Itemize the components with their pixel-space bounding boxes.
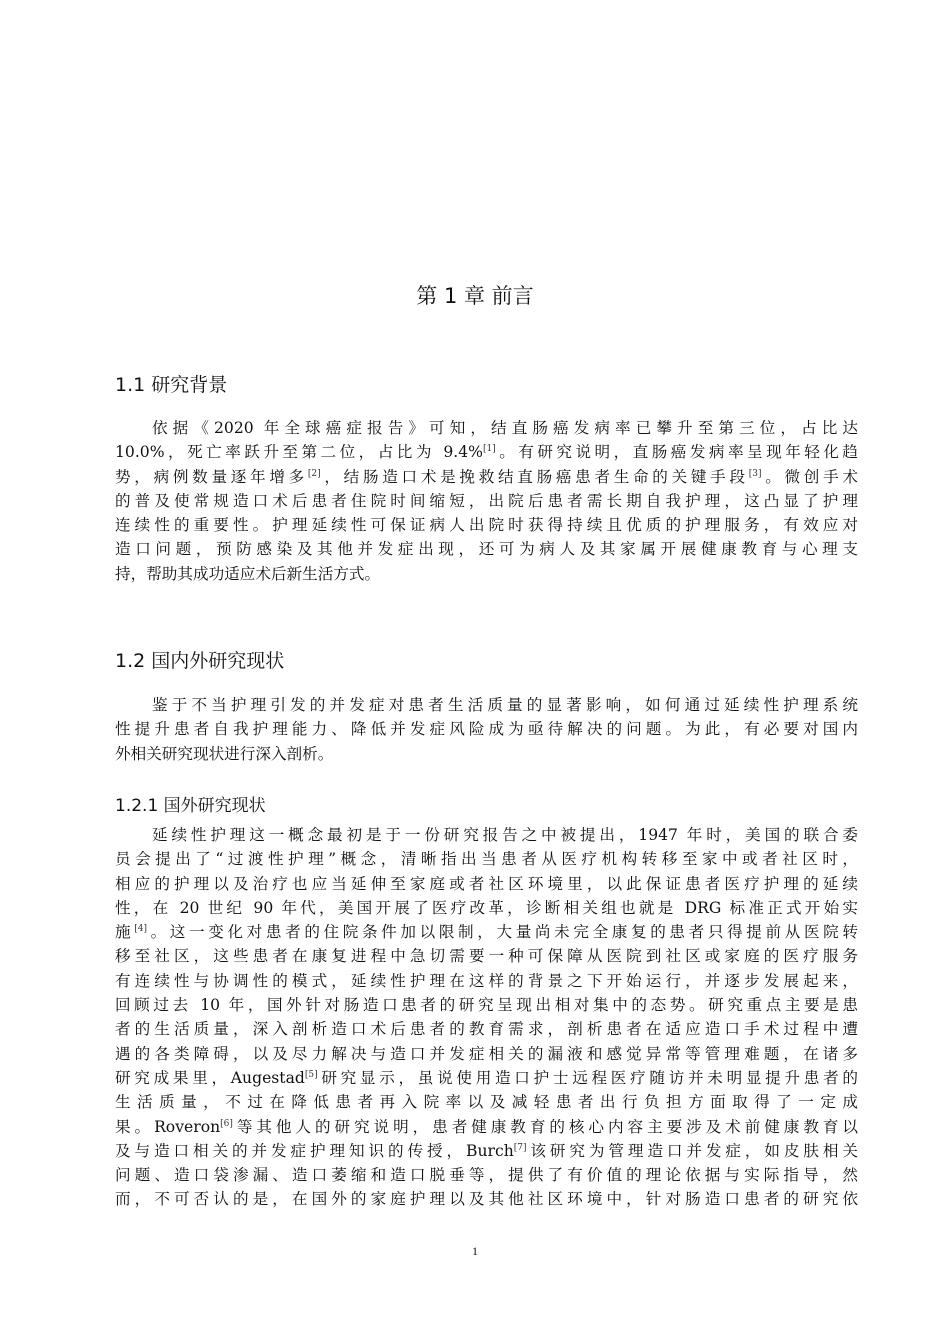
citation-mark: [7] bbox=[513, 1142, 527, 1153]
text-line bbox=[115, 717, 858, 741]
text-line bbox=[115, 872, 858, 896]
text-line bbox=[115, 896, 858, 920]
text-line bbox=[115, 513, 858, 537]
text-line bbox=[115, 537, 858, 561]
text-line bbox=[115, 993, 858, 1017]
text-run: ，结肠造口术是挽救结直肠癌患者生命的关键手段 bbox=[320, 467, 749, 486]
text-line bbox=[115, 562, 858, 586]
text-line bbox=[115, 1163, 858, 1187]
text-run: 员会提出了“过渡性护理”概念，清晰指出当患者从医疗机构转移至家中或者社区时， bbox=[115, 850, 858, 869]
citation-mark: [5] bbox=[304, 1069, 318, 1080]
text-run: 该研究为管理造口并发症，如皮肤相关 bbox=[526, 1141, 858, 1160]
section-heading-1-2-1: 1.2.1 国外研究现状 bbox=[115, 796, 266, 816]
text-line bbox=[115, 1017, 858, 1041]
text-run: 研究显示，虽说使用造口护士远程医疗随访并未明显提升患者的 bbox=[317, 1068, 858, 1087]
text-run: 相应的护理以及治疗也应当延伸至家庭或者社区环境里，以此保证患者医疗护理的延续 bbox=[115, 874, 858, 893]
text-run: 连续性的重要性。护理延续性可保证病人出院时获得持续且优质的护理服务，有效应对 bbox=[115, 516, 858, 535]
text-line bbox=[115, 416, 858, 440]
text-run: 回顾过去 10 年，国外针对肠造口患者的研究呈现出相对集中的态势。研究重点主要是患 bbox=[115, 996, 858, 1015]
text-run: 有连续性与协调性的模式，延续性护理在这样的背景之下开始运行，并逐步发展起来， bbox=[115, 971, 858, 990]
paragraph-foreign-research bbox=[115, 823, 858, 1212]
text-line bbox=[115, 1090, 858, 1114]
citation-mark: [1] bbox=[482, 444, 496, 455]
text-run: 性提升患者自我护理能力、降低并发症风险成为亟待解决的问题。为此，有必要对国内 bbox=[115, 720, 858, 739]
text-run: 。微创手术 bbox=[761, 467, 858, 486]
text-run: 的普及使常规造口术后患者住院时间缩短，出院后患者需长期自我护理，这凸显了护理 bbox=[115, 491, 858, 510]
text-run: 依据《2020 年全球癌症报告》可知，结直肠癌发病率已攀升至第三位，占比达 bbox=[152, 419, 858, 437]
text-run: 造口问题，预防感染及其他并发症出现，还可为病人及其家属开展健康教育与心理支 bbox=[115, 540, 858, 559]
text-run: 研究成果里，Augestad bbox=[115, 1068, 305, 1087]
text-line bbox=[115, 440, 858, 464]
text-line bbox=[115, 742, 858, 766]
text-run: 问题、造口袋渗漏、造口萎缩和造口脱垂等，提供了有价值的理论依据与实际指导，然 bbox=[115, 1166, 858, 1185]
citation-mark: [3] bbox=[748, 468, 762, 479]
text-line bbox=[115, 969, 858, 993]
text-run: 鉴于不当护理引发的并发症对患者生活质量的显著影响，如何通过延续性护理系统 bbox=[152, 696, 858, 714]
text-line bbox=[115, 823, 858, 847]
chapter-title: 第 1 章 前言 bbox=[416, 284, 534, 308]
text-line bbox=[115, 1115, 858, 1139]
text-line bbox=[115, 1139, 858, 1163]
text-run: 移至社区，这些患者在康复进程中急切需要一种可保障从医院到社区或家庭的医疗服务 bbox=[115, 947, 858, 966]
text-run: 性，在 20 世纪 90 年代，美国开展了医疗改革，诊断相关组也就是 DRG 标准正式开始实 bbox=[115, 898, 858, 917]
citation-mark: [6] bbox=[220, 1118, 233, 1129]
text-run: 果。Roveron bbox=[115, 1117, 221, 1136]
text-line bbox=[115, 920, 858, 944]
text-run: 持，帮助其成功适应术后新生活方式。 bbox=[115, 564, 381, 583]
text-run: 者的生活质量，深入剖析造口术后患者的教育需求，剖析患者在适应造口手术过程中遭 bbox=[115, 1020, 858, 1039]
text-run: 。这一变化对患者的住院条件加以限制，大量尚未完全康复的患者只得提前从医院转 bbox=[146, 923, 858, 942]
citation-mark: [2] bbox=[307, 468, 321, 479]
text-line bbox=[115, 1042, 858, 1066]
text-line bbox=[115, 693, 858, 717]
text-run: 势，病例数量逐年增多 bbox=[115, 467, 308, 486]
text-line bbox=[115, 1187, 858, 1211]
text-line bbox=[115, 944, 858, 968]
section-heading-1-2: 1.2 国内外研究现状 bbox=[115, 650, 285, 672]
text-run: 生活质量，不过在降低患者再入院率以及减轻患者出行负担方面取得了一定成 bbox=[115, 1093, 858, 1112]
text-run: 及与造口相关的并发症护理知识的传授，Burch bbox=[115, 1141, 514, 1160]
paragraph-research-background bbox=[115, 416, 858, 586]
text-run: 等其他人的研究说明，患者健康教育的核心内容主要涉及术前健康教育以 bbox=[232, 1117, 858, 1136]
text-line bbox=[115, 465, 858, 489]
citation-mark: [4] bbox=[134, 924, 147, 934]
text-run: 。有研究说明，直肠癌发病率呈现年轻化趋 bbox=[495, 443, 858, 462]
text-line bbox=[115, 1066, 858, 1090]
text-run: 遇的各类障碍，以及尽力解决与造口并发症相关的漏液和感觉异常等管理难题，在诸多 bbox=[115, 1044, 858, 1063]
text-run: 而，不可否认的是，在国外的家庭护理以及其他社区环境中，针对肠造口患者的研究依 bbox=[115, 1190, 858, 1209]
text-line bbox=[115, 489, 858, 513]
text-run: 外相关研究现状进行深入剖析。 bbox=[115, 744, 334, 763]
text-run: 10.0%，死亡率跃升至第二位，占比为 9.4% bbox=[115, 443, 483, 462]
text-run: 延续性护理这一概念最初是于一份研究报告之中被提出，1947 年时，美国的联合委 bbox=[152, 826, 858, 844]
text-line bbox=[115, 847, 858, 871]
text-run: 施 bbox=[115, 923, 135, 942]
page-number: 1 bbox=[472, 1244, 478, 1258]
paragraph-research-status-intro bbox=[115, 693, 858, 766]
section-heading-1-1: 1.1 研究背景 bbox=[115, 374, 228, 396]
